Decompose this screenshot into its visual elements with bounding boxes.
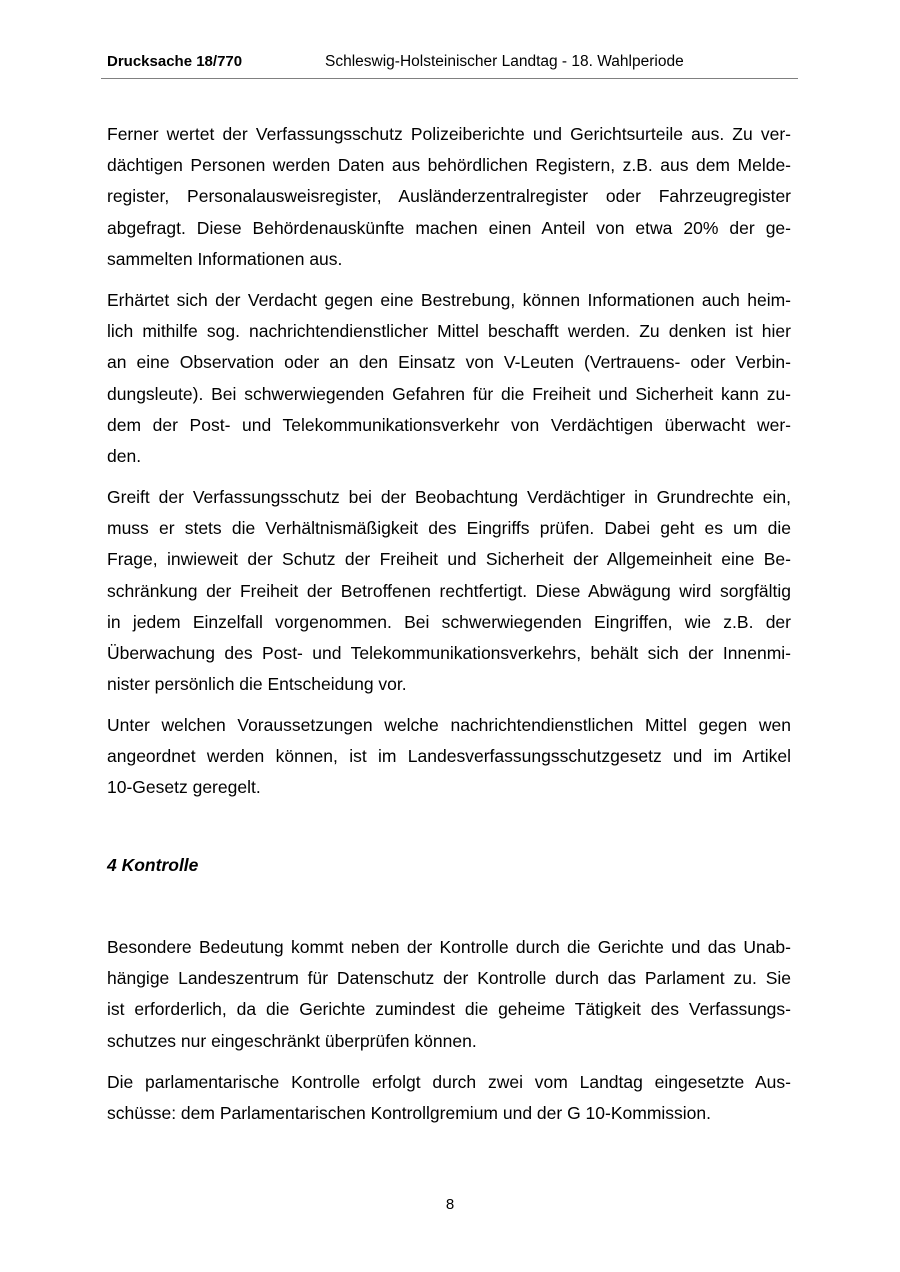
text-line: Besondere Bedeutung kommt neben der Kontrolle durch die Gerichte und das Unab- bbox=[107, 937, 791, 957]
page-number: 8 bbox=[445, 1196, 455, 1213]
section-heading: 4 Kontrolle bbox=[107, 855, 199, 875]
document-number: Drucksache 18/770 bbox=[107, 53, 243, 70]
text-line: Überwachung des Post- und Telekommunikationsverkehrs, behält sich der Innenmi- bbox=[107, 643, 791, 664]
paragraph-4 bbox=[107, 710, 791, 804]
paragraph-1 bbox=[107, 119, 791, 275]
paragraph-3 bbox=[107, 482, 791, 700]
text-line: muss er stets die Verhältnismäßigkeit des Eingriffs prüfen. Dabei geht es um die bbox=[107, 518, 791, 539]
text-line: den. bbox=[107, 446, 142, 467]
text-line: Frage, inwieweit der Schutz der Freiheit und Sicherheit der Allgemeinheit eine Be- bbox=[107, 549, 791, 570]
section-paragraph-2 bbox=[107, 1067, 791, 1129]
text-line: dem der Post- und Telekommunikationsverkehr von Verdächtigen überwacht wer- bbox=[107, 414, 791, 435]
text-line: Greift der Verfassungsschutz bei der Beobachtung Verdächtiger in Grundrechte ein, bbox=[107, 487, 791, 507]
text-line: Erhärtet sich der Verdacht gegen eine Bestrebung, können Informationen auch heim- bbox=[107, 290, 791, 310]
text-line: sammelten Informationen aus. bbox=[107, 248, 343, 269]
text-line: schutzes nur eingeschränkt überprüfen können. bbox=[107, 1030, 477, 1051]
text-line: schüsse: dem Parlamentarischen Kontrollgremium und der G 10-Kommission. bbox=[107, 1103, 712, 1124]
text-line: an eine Observation oder an den Einsatz von V-Leuten (Vertrauens- oder Verbin- bbox=[107, 352, 791, 373]
text-line: dächtigen Personen werden Daten aus behördlichen Registern, z.B. aus dem Melde- bbox=[107, 155, 791, 176]
parliament-title: Schleswig-Holsteinischer Landtag - 18. Wahlperiode bbox=[325, 53, 684, 70]
page-header bbox=[101, 52, 798, 79]
text-line: ist erforderlich, da die Gerichte zumindest die geheime Tätigkeit des Verfassungs- bbox=[107, 999, 791, 1020]
text-line: dungsleute). Bei schwerwiegenden Gefahren für die Freiheit und Sicherheit kann zu- bbox=[107, 383, 791, 404]
text-line: Die parlamentarische Kontrolle erfolgt durch zwei vom Landtag eingesetzte Aus- bbox=[107, 1072, 791, 1092]
text-line: hängige Landeszentrum für Datenschutz der Kontrolle durch das Parlament zu. Sie bbox=[107, 968, 791, 989]
text-line: nister persönlich die Entscheidung vor. bbox=[107, 674, 407, 695]
text-line: 10-Gesetz geregelt. bbox=[107, 777, 261, 798]
text-line: Unter welchen Voraussetzungen welche nachrichtendienstlichen Mittel gegen wen bbox=[107, 715, 791, 735]
text-line: Ferner wertet der Verfassungsschutz Polizeiberichte und Gerichtsurteile aus. Zu ver- bbox=[107, 124, 791, 144]
text-line: register, Personalausweisregister, Ausländerzentralregister oder Fahrzeugregister bbox=[107, 186, 791, 207]
text-line: schränkung der Freiheit der Betroffenen rechtfertigt. Diese Abwägung wird sorgfältig bbox=[107, 580, 791, 601]
text-line: lich mithilfe sog. nachrichtendienstlicher Mittel beschafft werden. Zu denken ist hier bbox=[107, 321, 791, 342]
text-line: in jedem Einzelfall vorgenommen. Bei schwerwiegenden Eingriffen, wie z.B. der bbox=[107, 611, 791, 632]
section-paragraph-1 bbox=[107, 932, 791, 1057]
paragraph-2 bbox=[107, 285, 791, 472]
text-line: abgefragt. Diese Behördenauskünfte machen einen Anteil von etwa 20% der ge- bbox=[107, 217, 791, 238]
text-line: angeordnet werden können, ist im Landesverfassungsschutzgesetz und im Artikel bbox=[107, 746, 791, 767]
